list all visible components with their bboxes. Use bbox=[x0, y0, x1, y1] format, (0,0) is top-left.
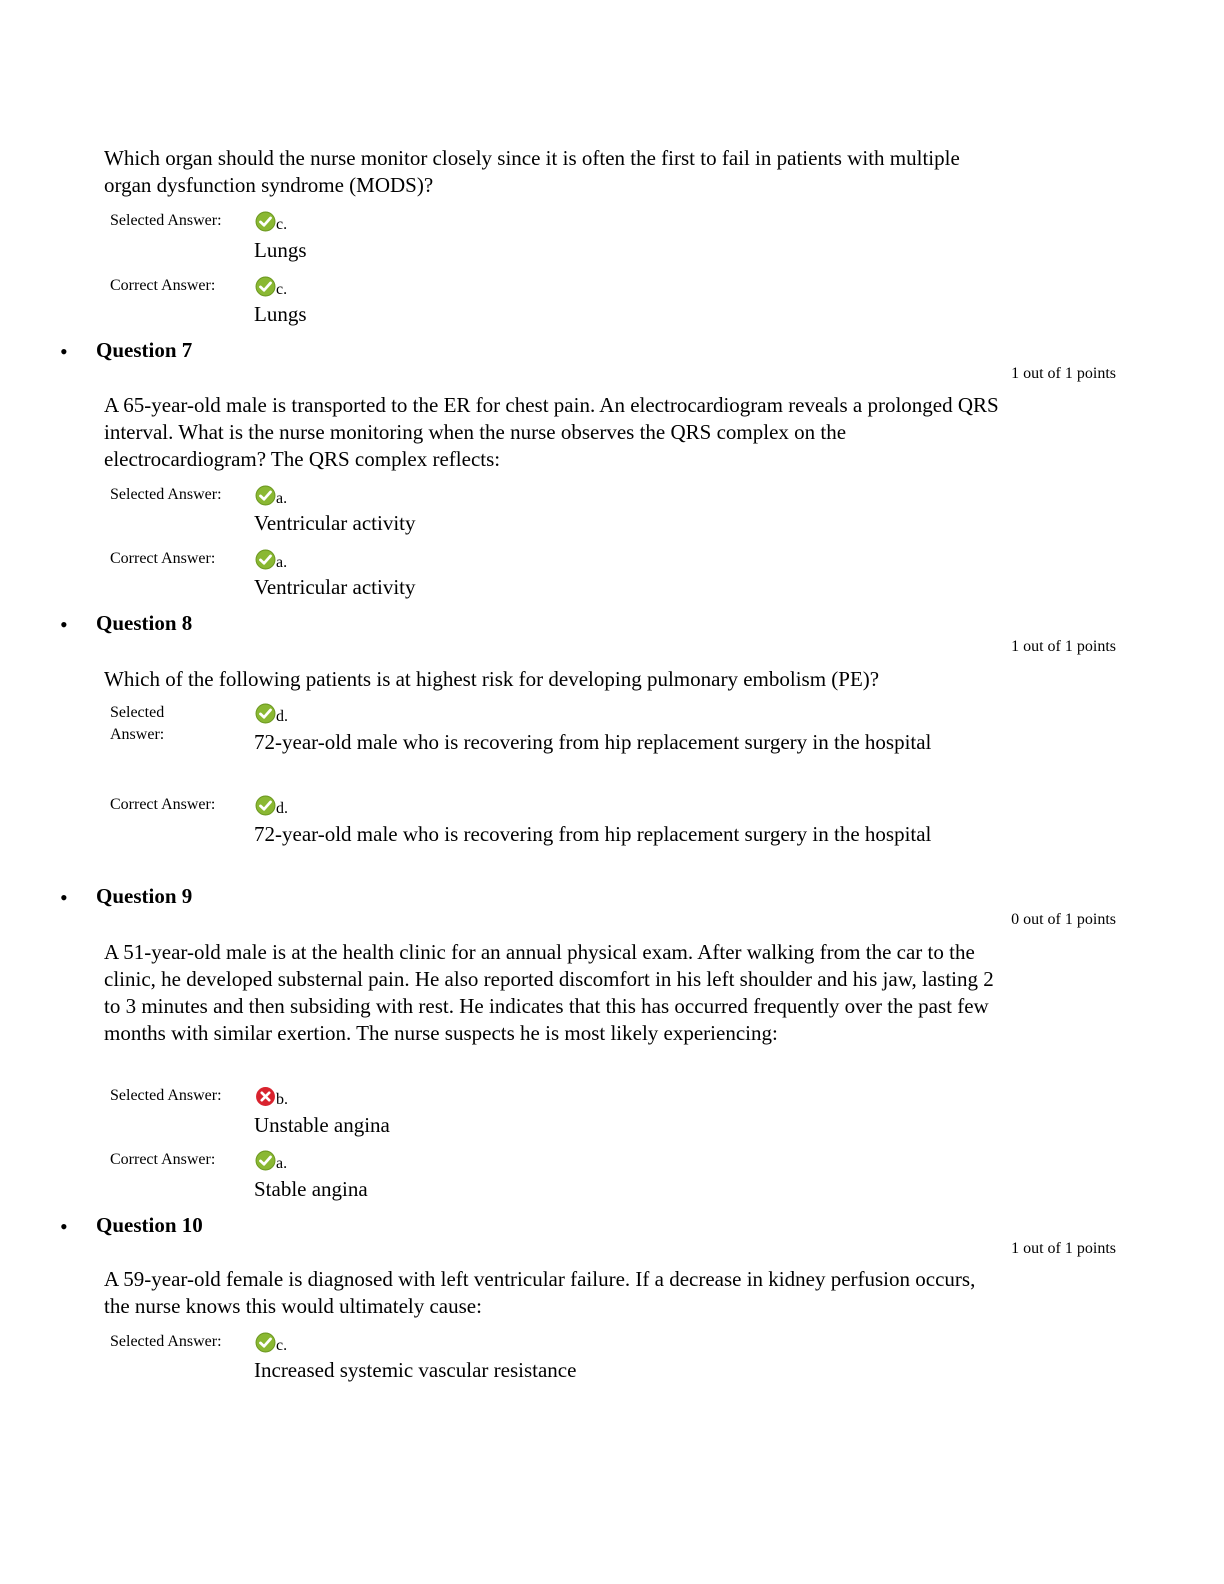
selected-word: Selected bbox=[110, 704, 165, 721]
selected-answer-label bbox=[110, 702, 250, 746]
question-7-title: Question 7 bbox=[96, 338, 193, 362]
selected-answer-letter: c. bbox=[276, 1337, 288, 1354]
question-10-points: 1 out of 1 points bbox=[1011, 1240, 1116, 1257]
correct-answer-label: Correct Answer: bbox=[110, 550, 216, 567]
bullet-icon: • bbox=[60, 1214, 68, 1239]
selected-answer-letter: c. bbox=[276, 216, 288, 233]
correct-answer-text: Ventricular activity bbox=[254, 575, 416, 599]
check-icon bbox=[255, 211, 276, 232]
question-8-text: Which of the following patients is at highest risk for developing pulmonary embolism (PE)? bbox=[104, 667, 880, 691]
correct-answer-letter: a. bbox=[276, 554, 288, 571]
bullet-icon: • bbox=[60, 885, 68, 910]
selected-answer-letter: d. bbox=[276, 708, 288, 725]
x-icon bbox=[255, 1086, 276, 1107]
check-icon bbox=[255, 1150, 276, 1171]
selected-answer-text: Ventricular activity bbox=[254, 511, 416, 535]
selected-answer-text: 72-year-old male who is recovering from hip replacement surgery in the hospital bbox=[254, 730, 932, 754]
correct-answer-label: Correct Answer: bbox=[110, 1151, 216, 1168]
selected-answer-text: Unstable angina bbox=[254, 1113, 390, 1137]
question-7-text: A 65-year-old male is transported to the ER for chest pain. An electrocardiogram reveals a prolonged QRS interval. What is the nurse monitoring when the nurse observes the QRS complex on the electrocardiogram? The QRS complex reflects: bbox=[104, 393, 999, 471]
check-icon bbox=[255, 1332, 276, 1353]
selected-answer-text: Lungs bbox=[254, 238, 307, 262]
correct-answer-label: Correct Answer: bbox=[110, 796, 216, 813]
answer-word: Answer: bbox=[110, 726, 165, 743]
question-9-text: A 51-year-old male is at the health clinic for an annual physical exam. After walking from the car to the clinic, he developed substernal pain. He also reported discomfort in his left shoulder and his jaw, lasting 2 to 3 minutes and then subsiding with rest. He indicates that this has occurred frequently over the past few months with similar exertion. The nurse suspects he is most likely experiencing: bbox=[104, 940, 994, 1045]
question-10-text: A 59-year-old female is diagnosed with left ventricular failure. If a decrease in kidney perfusion occurs, the nurse knows this would ultimately cause: bbox=[104, 1267, 976, 1318]
question-7-points: 1 out of 1 points bbox=[1011, 365, 1116, 382]
question-6-text: Which organ should the nurse monitor closely since it is often the first to fail in patients with multiple organ dysfunction syndrome (MODS)? bbox=[104, 146, 960, 197]
selected-answer-letter: b. bbox=[276, 1091, 288, 1108]
correct-answer-text: Lungs bbox=[254, 302, 307, 326]
question-9-title: Question 9 bbox=[96, 884, 193, 908]
correct-answer-letter: a. bbox=[276, 1155, 288, 1172]
check-icon bbox=[255, 795, 276, 816]
question-10-title: Question 10 bbox=[96, 1213, 203, 1237]
selected-answer-label: Selected Answer: bbox=[110, 1333, 222, 1350]
correct-answer-label: Correct Answer: bbox=[110, 277, 216, 294]
selected-answer-label: Selected Answer: bbox=[110, 1087, 222, 1104]
selected-answer-label: Selected Answer: bbox=[110, 212, 222, 229]
selected-answer-text: Increased systemic vascular resistance bbox=[254, 1358, 577, 1382]
correct-answer-text: 72-year-old male who is recovering from hip replacement surgery in the hospital bbox=[254, 822, 932, 846]
correct-answer-text: Stable angina bbox=[254, 1177, 368, 1201]
selected-answer-label: Selected Answer: bbox=[110, 486, 222, 503]
correct-answer-letter: c. bbox=[276, 281, 288, 298]
question-8-points: 1 out of 1 points bbox=[1011, 638, 1116, 655]
bullet-icon: • bbox=[60, 612, 68, 637]
check-icon bbox=[255, 549, 276, 570]
check-icon bbox=[255, 485, 276, 506]
selected-answer-letter: a. bbox=[276, 490, 288, 507]
bullet-icon: • bbox=[60, 339, 68, 364]
question-9-points: 0 out of 1 points bbox=[1011, 911, 1116, 928]
check-icon bbox=[255, 703, 276, 724]
correct-answer-letter: d. bbox=[276, 800, 288, 817]
question-8-title: Question 8 bbox=[96, 611, 193, 635]
check-icon bbox=[255, 276, 276, 297]
